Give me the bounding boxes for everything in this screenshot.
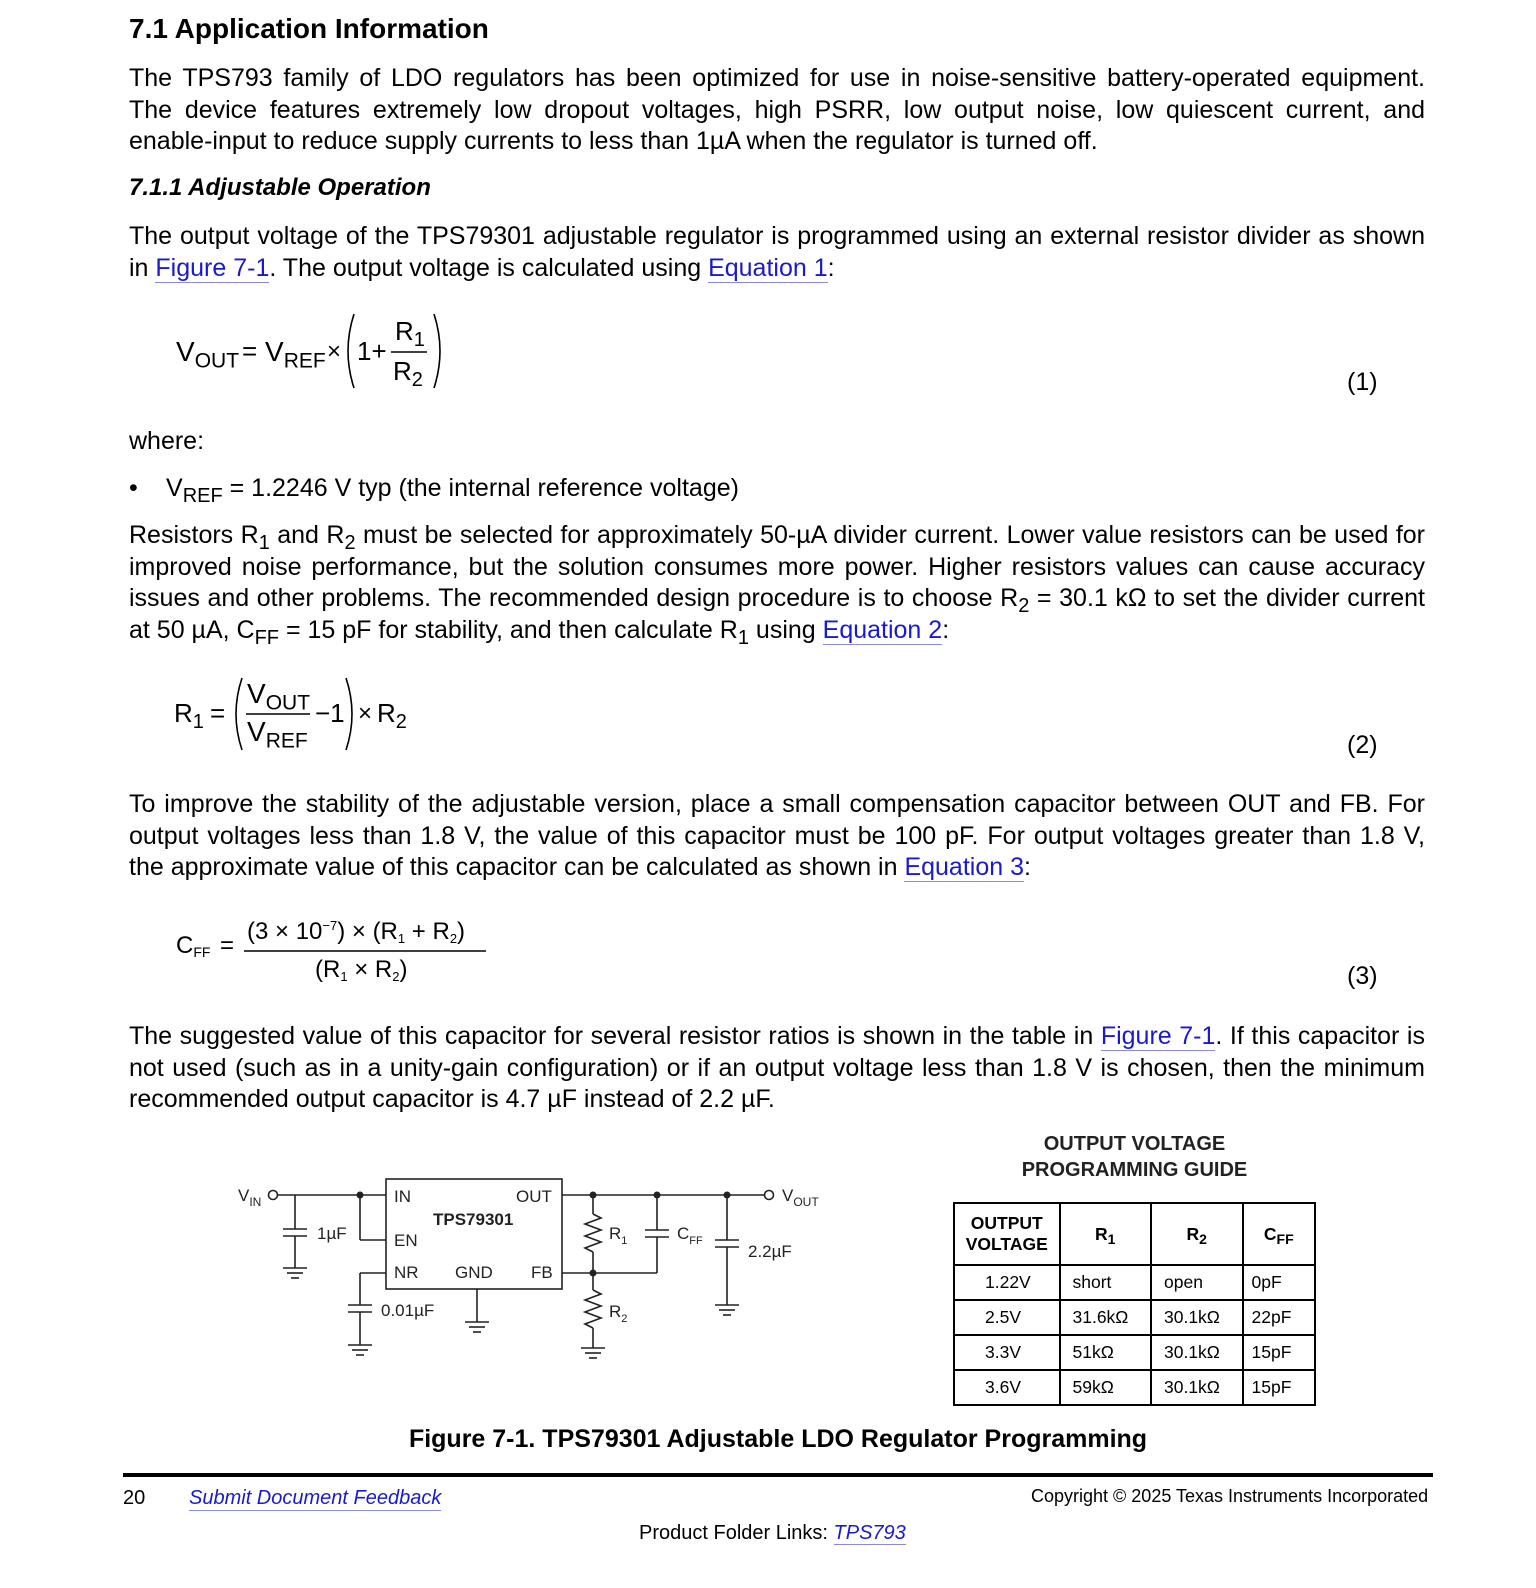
eq2-r1: $R_1$ bbox=[174, 698, 204, 733]
nr-cap-label: 0.01µF bbox=[381, 1301, 435, 1320]
eq2-minus-one: −1 bbox=[315, 698, 345, 728]
paragraph-2: Resistors $R_1$ and $R_2$ must be selected for approximately 50-µA divider current. Lower value resistors can be used for improved noise performance, but the solution consumes more power. Higher resistors values can cause accuracy issues and other problems. The recommended design procedure is to choose $R_2 = 30.1$ kΩ to set the divider current at 50 µA, $C_{FF} = 15$ pF for stability, and then calculate $R_1$ using Equation 2: bbox=[129, 521, 1426, 649]
figure-link-1[interactable]: Figure 7-1 bbox=[155, 253, 270, 282]
p1-text-b: . The output voltage is calculated using bbox=[269, 253, 709, 282]
subsection-title: 7.1.1 Adjustable Operation bbox=[129, 174, 431, 201]
intro-line-1: The TPS793 family of LDO regulators has been optimized for use in noise-sensitive battery-operated equipment. bbox=[129, 64, 1425, 92]
p1-text-a: The output voltage of the TPS79301 adjustable regulator is programmed using an external resistor divider as shown in bbox=[129, 222, 1425, 282]
bullet-vref bbox=[129, 473, 739, 507]
eq1-vout: $V_{OUT}$ bbox=[176, 336, 240, 373]
eq2-vout: $V_{OUT}$ bbox=[247, 678, 311, 715]
eq3-cff: $C_{FF}$ bbox=[176, 932, 211, 961]
equation-2 bbox=[174, 674, 434, 758]
r1-label: $R_1$ bbox=[609, 1224, 628, 1247]
header-r1: $R_1$ bbox=[1060, 1203, 1152, 1265]
guide-title-line-2: PROGRAMMING GUIDE bbox=[1021, 1159, 1248, 1181]
pin-en-label: EN bbox=[394, 1231, 418, 1250]
chip-name-label: TPS79301 bbox=[433, 1210, 514, 1229]
intro-line-2: The device features extremely low dropout voltages, high PSRR, low output noise, low quiescent current, and bbox=[129, 95, 1425, 124]
intro-line-3: enable-input to reduce supply currents to less than 1µA when the regulator is turned off. bbox=[129, 127, 1098, 155]
eq2-vref: $V_{REF}$ bbox=[247, 716, 308, 753]
regulator-schematic bbox=[230, 1170, 850, 1370]
header-voltage: OUTPUT VOLTAGE bbox=[954, 1203, 1060, 1265]
eq3-equals: = bbox=[220, 932, 235, 959]
product-link[interactable]: TPS793 bbox=[833, 1522, 906, 1544]
p1-text-c: : bbox=[827, 253, 835, 282]
equation-2-link[interactable]: Equation 2 bbox=[822, 615, 943, 644]
guide-header-row bbox=[954, 1203, 1315, 1265]
pin-nr-label: NR bbox=[394, 1263, 419, 1282]
paragraph-1 bbox=[129, 221, 1425, 284]
paragraph-4: The suggested value of this capacitor for several resistor ratios is shown in the table in Figure 7-1. If this capacitor is not used (such as in a unity-gain configuration) or if an output voltage less than 1.8 V is chosen, then the minimum recommended output capacitor is 4.7 µF instead of 2.2 µF. bbox=[129, 1022, 1425, 1113]
cff-label: $C_{FF}$ bbox=[677, 1224, 703, 1247]
pin-in-label: IN bbox=[394, 1187, 411, 1206]
section-title: 7.1 Application Information bbox=[129, 13, 489, 44]
eq1-r2: $R_2$ bbox=[393, 356, 423, 391]
product-label: Product Folder Links: bbox=[639, 1522, 834, 1544]
header-r2: $R_2$ bbox=[1151, 1203, 1243, 1265]
programming-guide-table bbox=[953, 1202, 1316, 1406]
r2-label: $R_2$ bbox=[609, 1302, 628, 1325]
equation-3-link[interactable]: Equation 3 bbox=[904, 853, 1024, 881]
equation-1-link[interactable]: Equation 1 bbox=[708, 253, 828, 282]
equation-3 bbox=[176, 910, 496, 990]
bullet-text: $V_{REF} = 1.2246$ V typ (the internal reference voltage) bbox=[166, 474, 739, 507]
pin-fb-label: FB bbox=[531, 1263, 553, 1282]
copyright: Copyright © 2025 Texas Instruments Incorporated bbox=[1031, 1486, 1429, 1506]
eq2-equals: = bbox=[210, 698, 226, 728]
table-row: 1.22V short open 0pF bbox=[954, 1265, 1315, 1300]
figure-caption: Figure 7-1. TPS79301 Adjustable LDO Regulator Programming bbox=[408, 1425, 1148, 1453]
footer-rule bbox=[123, 1473, 1433, 1477]
pin-gnd-label: GND bbox=[455, 1263, 493, 1282]
eq1-vref: $V_{REF}$ bbox=[265, 336, 326, 373]
eq1-times: × bbox=[327, 338, 342, 365]
equation-2-number: (2) bbox=[1347, 731, 1378, 759]
pin-out-label: OUT bbox=[516, 1187, 552, 1206]
page-number: 20 bbox=[123, 1487, 146, 1509]
where-label: where: bbox=[129, 427, 205, 455]
paragraph-3: To improve the stability of the adjustable version, place a small compensation capacitor between OUT and FB. For output voltages less than 1.8 V, the value of this capacitor must be 100 pF. For output voltages greater than 1.8 V, the approximate value of this capacitor can be calculated as shown in Equation 3: bbox=[129, 790, 1425, 881]
eq1-r1: $R_1$ bbox=[395, 316, 425, 351]
table-row: 3.3V 51kΩ 30.1kΩ 15pF bbox=[954, 1335, 1315, 1370]
eq3-numerator: $(3 \times 10^{-7}) \times (R_1 + R_2)$ bbox=[247, 918, 466, 946]
guide-title-line-1: OUTPUT VOLTAGE bbox=[1043, 1133, 1226, 1155]
equation-1 bbox=[176, 310, 476, 400]
intro-paragraph bbox=[129, 63, 1425, 158]
eq1-one-plus: 1+ bbox=[357, 336, 387, 366]
output-cap-label: 2.2µF bbox=[748, 1242, 792, 1261]
table-row: 3.6V 59kΩ 30.1kΩ 15pF bbox=[954, 1370, 1315, 1405]
input-cap-label: 1µF bbox=[317, 1224, 347, 1243]
header-cff: $C_{FF}$ bbox=[1243, 1203, 1316, 1265]
table-row: 2.5V 31.6kΩ 30.1kΩ 22pF bbox=[954, 1300, 1315, 1335]
equation-1-number: (1) bbox=[1347, 368, 1378, 396]
figure-link-2[interactable]: Figure 7-1 bbox=[1100, 1022, 1216, 1050]
equation-3-number: (3) bbox=[1347, 962, 1378, 990]
eq2-times: × bbox=[358, 700, 373, 727]
eq3-fraction-bar bbox=[244, 949, 488, 953]
eq3-denominator: $(R_1 \times R_2)$ bbox=[315, 956, 408, 984]
vin-label: $V_{IN}$ bbox=[238, 1186, 262, 1209]
eq2-r2: $R_2$ bbox=[377, 698, 407, 733]
eq1-equals: = bbox=[242, 336, 258, 366]
vout-label: $V_{OUT}$ bbox=[782, 1186, 819, 1209]
bullet-dot: • bbox=[129, 474, 138, 502]
guide-title bbox=[953, 1131, 1316, 1183]
submit-feedback-link[interactable]: Submit Document Feedback bbox=[189, 1487, 442, 1509]
product-folder-links bbox=[639, 1522, 906, 1545]
